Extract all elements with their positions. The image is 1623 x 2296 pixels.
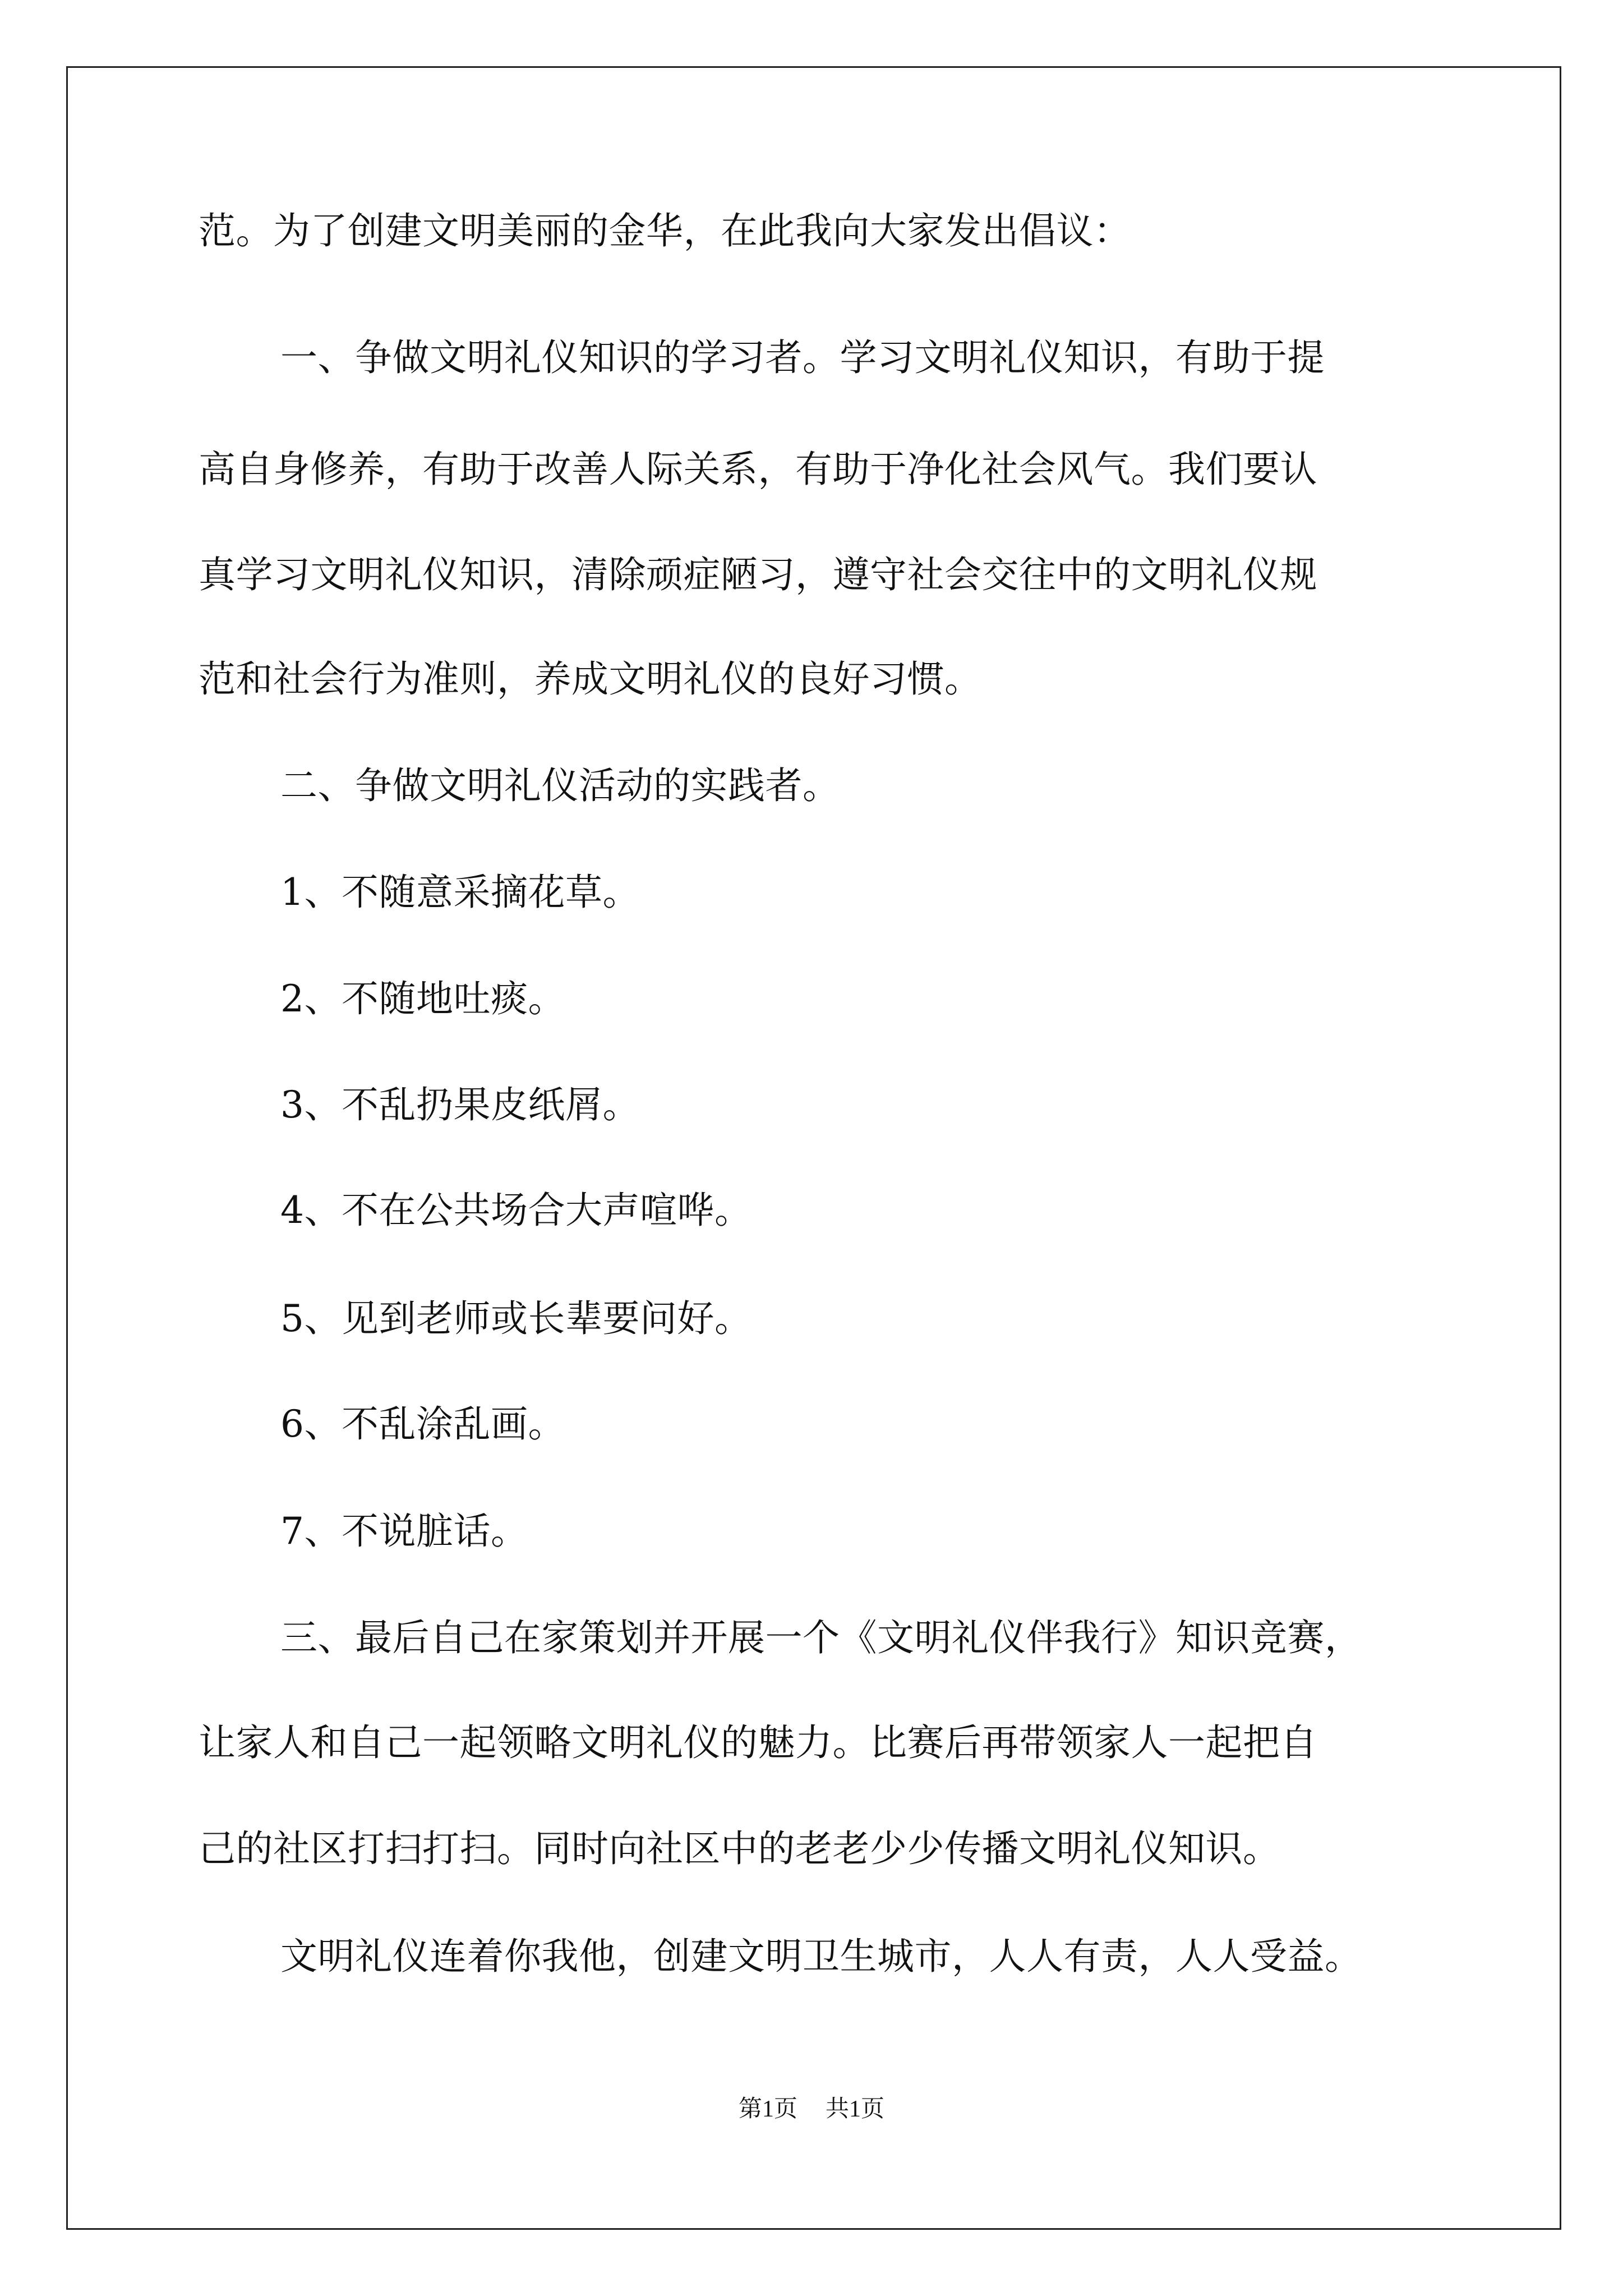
page-border bbox=[66, 66, 1561, 2230]
paragraph-line: 己的社区打扫打扫。同时向社区中的老老少少传播文明礼仪知识。 bbox=[199, 1827, 1280, 1870]
page-footer bbox=[0, 2095, 1623, 2124]
list-item: 3、不乱扔果皮纸屑。 bbox=[280, 1083, 640, 1126]
total-pages: 共1页 bbox=[826, 2096, 885, 2122]
paragraph-line: 高自身修养，有助于改善人际关系，有助于净化社会风气。我们要认 bbox=[199, 448, 1317, 491]
paragraph-line: 三、最后自己在家策划并开展一个《文明礼仪伴我行》知识竞赛， bbox=[280, 1616, 1362, 1659]
list-item: 4、不在公共场合大声喧哗。 bbox=[280, 1189, 752, 1232]
paragraph-line: 二、争做文明礼仪活动的实践者。 bbox=[280, 764, 840, 807]
paragraph-line: 一、争做文明礼仪知识的学习者。学习文明礼仪知识，有助于提 bbox=[280, 336, 1325, 379]
paragraph-line: 真学习文明礼仪知识，清除顽症陋习，遵守社会交往中的文明礼仪规 bbox=[199, 553, 1317, 596]
paragraph-line: 文明礼仪连着你我他，创建文明卫生城市，人人有责，人人受益。 bbox=[280, 1935, 1362, 1978]
list-item: 7、不说脏话。 bbox=[280, 1510, 528, 1553]
list-item: 1、不随意采摘花草。 bbox=[280, 871, 640, 914]
list-item: 6、不乱涂乱画。 bbox=[280, 1402, 565, 1446]
paragraph-line: 范。为了创建文明美丽的金华，在此我向大家发出倡议： bbox=[199, 209, 1131, 252]
list-item: 2、不随地吐痰。 bbox=[280, 977, 565, 1020]
list-item: 5、见到老师或长辈要问好。 bbox=[280, 1297, 752, 1340]
paragraph-line: 让家人和自己一起领略文明礼仪的魅力。比赛后再带领家人一起把自 bbox=[199, 1721, 1317, 1764]
page-number: 第1页 bbox=[738, 2096, 797, 2122]
paragraph-line: 范和社会行为准则，养成文明礼仪的良好习惯。 bbox=[199, 657, 982, 701]
